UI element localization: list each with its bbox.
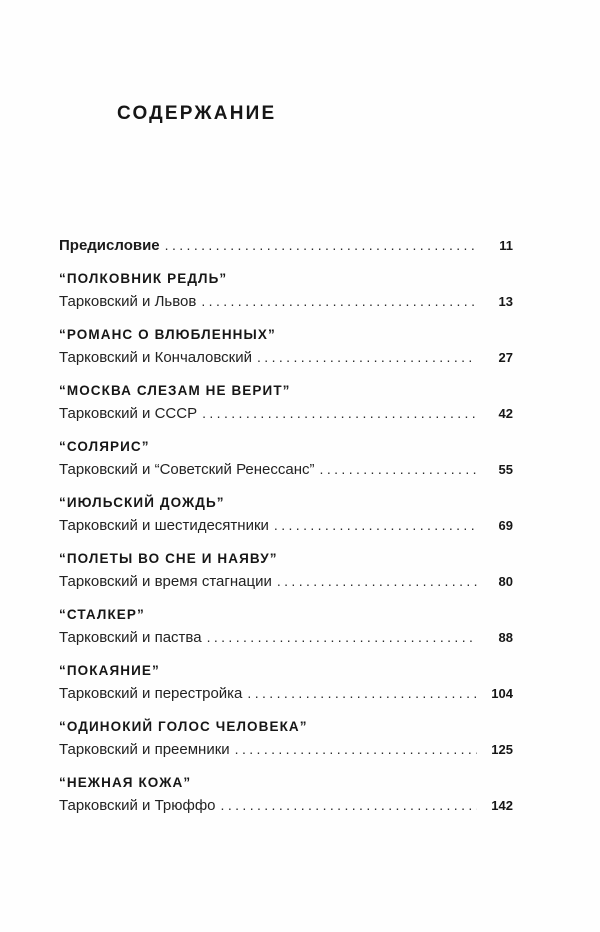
toc-entry-page-number: 13: [498, 294, 513, 309]
toc-entry-page-number: 104: [491, 686, 513, 701]
toc-entry[interactable]: [59, 324, 513, 369]
toc-entry-subtitle: Предисловие: [59, 237, 160, 254]
dot-leader: [235, 738, 477, 760]
toc-entry-subtitle: Тарковский и Кончаловский: [59, 349, 252, 366]
dot-leader: [320, 458, 477, 480]
toc-entry-page-number: 27: [498, 350, 513, 365]
toc-entry-row: [59, 570, 513, 593]
toc-entry-heading: “МОСКВА СЛЕЗАМ НЕ ВЕРИТ”: [59, 383, 291, 398]
toc-entry-page-number: 125: [491, 742, 513, 757]
toc-entry-subtitle: Тарковский и время стагнации: [59, 573, 272, 590]
dot-leader: [257, 346, 477, 368]
toc-entry-row: [59, 794, 513, 817]
toc-entry[interactable]: [59, 548, 513, 593]
toc-entry-heading: “ПОЛКОВНИК РЕДЛЬ”: [59, 271, 228, 286]
dot-leader: [165, 234, 477, 256]
toc-entry-heading: “ПОЛЕТЫ ВО СНЕ И НАЯВУ”: [59, 551, 278, 566]
toc-entry[interactable]: [59, 234, 513, 257]
toc-entry-heading: “РОМАНС О ВЛЮБЛЕННЫХ”: [59, 327, 276, 342]
toc-entry[interactable]: [59, 380, 513, 425]
dot-leader: [207, 626, 477, 648]
toc-entry-row: [59, 290, 513, 313]
dot-leader: [201, 290, 477, 312]
toc-entry-row: [59, 346, 513, 369]
dot-leader: [247, 682, 477, 704]
toc-entry-heading: “ПОКАЯНИЕ”: [59, 663, 160, 678]
toc-list: [59, 234, 513, 828]
toc-entry[interactable]: [59, 604, 513, 649]
toc-entry-subtitle: Тарковский и Трюффо: [59, 797, 216, 814]
dot-leader: [221, 794, 477, 816]
toc-entry-heading: “ОДИНОКИЙ ГОЛОС ЧЕЛОВЕКА”: [59, 719, 308, 734]
toc-entry-page-number: 42: [498, 406, 513, 421]
toc-entry[interactable]: [59, 660, 513, 705]
toc-entry-subtitle: Тарковский и шестидесятники: [59, 517, 269, 534]
toc-entry[interactable]: [59, 268, 513, 313]
toc-entry-subtitle: Тарковский и преемники: [59, 741, 230, 758]
toc-entry-page-number: 142: [491, 798, 513, 813]
toc-entry-row: [59, 626, 513, 649]
dot-leader: [202, 402, 477, 424]
toc-entry-page-number: 69: [498, 518, 513, 533]
toc-entry-subtitle: Тарковский и СССР: [59, 405, 198, 422]
toc-entry-row: [59, 514, 513, 537]
toc-entry-page-number: 88: [498, 630, 513, 645]
toc-entry-subtitle: Тарковский и Львов: [59, 293, 197, 310]
toc-entry-heading: “ИЮЛЬСКИЙ ДОЖДЬ”: [59, 495, 225, 510]
page-title: СОДЕРЖАНИЕ: [117, 103, 277, 124]
dot-leader: [277, 570, 477, 592]
toc-entry-heading: “СТАЛКЕР”: [59, 607, 145, 622]
toc-entry[interactable]: [59, 436, 513, 481]
toc-entry[interactable]: [59, 492, 513, 537]
toc-entry-heading: “НЕЖНАЯ КОЖА”: [59, 775, 192, 790]
toc-entry-page-number: 80: [498, 574, 513, 589]
toc-entry[interactable]: [59, 716, 513, 761]
toc-entry-row: [59, 402, 513, 425]
toc-entry-page-number: 11: [499, 238, 513, 253]
toc-entry-subtitle: Тарковский и паства: [59, 629, 202, 646]
toc-entry-subtitle: Тарковский и перестройка: [59, 685, 243, 702]
toc-entry-page-number: 55: [498, 462, 513, 477]
toc-entry-row: [59, 458, 513, 481]
dot-leader: [274, 514, 477, 536]
toc-entry-row: [59, 234, 513, 257]
toc-entry-subtitle: Тарковский и “Советский Ренессанс”: [59, 461, 315, 478]
toc-entry-heading: “СОЛЯРИС”: [59, 439, 150, 454]
toc-entry-row: [59, 682, 513, 705]
toc-entry-row: [59, 738, 513, 761]
toc-entry[interactable]: [59, 772, 513, 817]
